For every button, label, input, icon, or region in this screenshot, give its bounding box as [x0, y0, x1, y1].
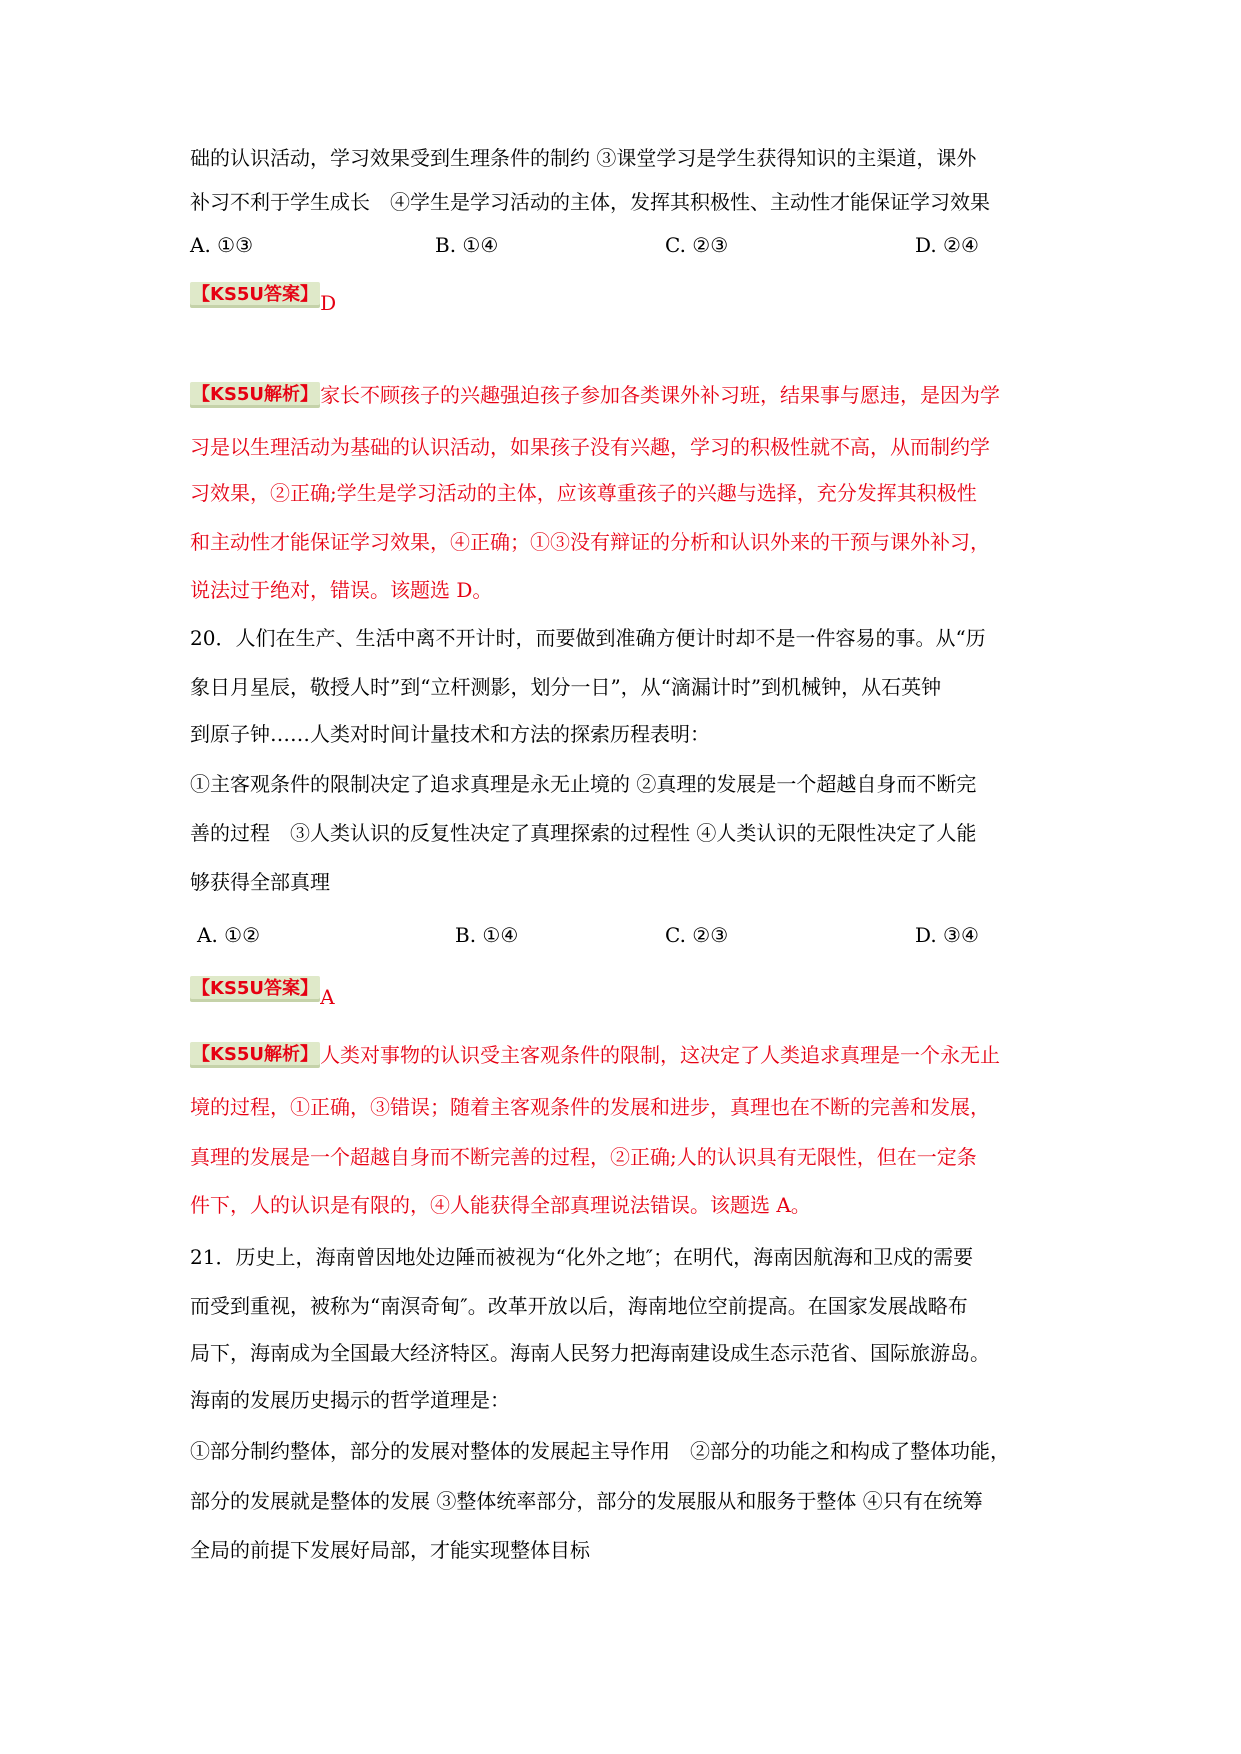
q20-line-3: 到原子钟……人类对时间计量技术和方法的探索历程表明：	[190, 722, 710, 746]
q20-analysis-badge: 【KS5U解析】	[190, 1042, 320, 1068]
q19-analysis-line-5: 说法过于绝对，错误。该题选 D。	[190, 578, 493, 602]
q19-line-2: 补习不利于学生成长 ④学生是学习活动的主体，发挥其积极性、主动性才能保证学习效果	[190, 190, 990, 214]
q20-option-d: D. ③④	[915, 923, 979, 947]
q20-line-2: 象日月星辰，敬授人时”到“立杆测影，划分一日”，从“滴漏计时”到机械钟，从石英钟	[190, 675, 942, 699]
q21-line-2: 而受到重视，被称为“南溟奇甸″。改革开放以后，海南地位空前提高。在国家发展战略布	[190, 1294, 968, 1318]
q21-line-1: 21．历史上，海南曾因地处边陲而被视为“化外之地″；在明代，海南因航海和卫戍的需要	[190, 1245, 974, 1269]
q19-option-d: D. ②④	[915, 233, 979, 257]
q20-analysis-line-4: 件下，人的认识是有限的，④人能获得全部真理说法错误。该题选 A。	[190, 1193, 811, 1217]
q19-option-b: B. ①④	[435, 233, 499, 257]
q20-option-b: B. ①④	[455, 923, 519, 947]
q20-analysis-line-1	[190, 1040, 1070, 1070]
q20-option-c: C. ②③	[665, 923, 729, 947]
q19-option-a: A. ①③	[190, 233, 254, 257]
q19-analysis-line-1	[190, 380, 1070, 410]
q19-answer: D	[320, 291, 337, 315]
q19-analysis-text-1: 家长不顾孩子的兴趣强迫孩子参加各类课外补习班，结果事与愿违，是因为学	[320, 383, 1001, 407]
q20-analysis-text-1: 人类对事物的认识受主客观条件的限制，这决定了人类追求真理是一个永无止	[320, 1043, 1001, 1067]
q20-answer-badge: 【KS5U答案】	[190, 976, 320, 1002]
q19-analysis-badge: 【KS5U解析】	[190, 382, 320, 408]
q21-line-5: ①部分制约整体，部分的发展对整体的发展起主导作用 ②部分的功能之和构成了整体功能，	[190, 1439, 1010, 1463]
q19-analysis-line-3: 习效果，②正确;学生是学习活动的主体，应该尊重孩子的兴趣与选择，充分发挥其积极性	[190, 481, 977, 505]
q20-answer-row	[190, 974, 1070, 1012]
q21-line-3: 局下，海南成为全国最大经济特区。海南人民努力把海南建设成生态示范省、国际旅游岛。	[190, 1341, 990, 1365]
q20-line-1: 20．人们在生产、生活中离不开计时，而要做到准确方便计时却不是一件容易的事。从“历	[190, 626, 986, 650]
q20-analysis-line-3: 真理的发展是一个超越自身而不断完善的过程，②正确;人的认识具有无限性，但在一定条	[190, 1145, 977, 1169]
q19-answer-badge: 【KS5U答案】	[190, 282, 320, 308]
q21-line-7: 全局的前提下发展好局部，才能实现整体目标	[190, 1538, 590, 1562]
q19-answer-row	[190, 280, 1070, 318]
q20-line-6: 够获得全部真理	[190, 870, 330, 894]
q21-line-4: 海南的发展历史揭示的哲学道理是：	[190, 1388, 510, 1412]
q20-answer: A	[320, 985, 335, 1009]
q20-option-a: A. ①②	[197, 923, 261, 947]
q19-option-c: C. ②③	[665, 233, 729, 257]
q19-analysis-line-2: 习是以生理活动为基础的认识活动，如果孩子没有兴趣，学习的积极性就不高，从而制约学	[190, 435, 990, 459]
q19-analysis-line-4: 和主动性才能保证学习效果，④正确；①③没有辩证的分析和认识外来的干预与课外补习，	[190, 530, 990, 554]
q19-line-1: 础的认识活动，学习效果受到生理条件的制约 ③课堂学习是学生获得知识的主渠道，课外	[190, 146, 977, 170]
q20-line-4: ①主客观条件的限制决定了追求真理是永无止境的 ②真理的发展是一个超越自身而不断完	[190, 772, 977, 796]
q20-analysis-line-2: 境的过程，①正确，③错误；随着主客观条件的发展和进步，真理也在不断的完善和发展，	[190, 1095, 990, 1119]
q21-line-6: 部分的发展就是整体的发展 ③整体统率部分，部分的发展服从和服务于整体 ④只有在统筹	[190, 1489, 983, 1513]
q20-line-5: 善的过程 ③人类认识的反复性决定了真理探索的过程性 ④人类认识的无限性决定了人能	[190, 821, 977, 845]
